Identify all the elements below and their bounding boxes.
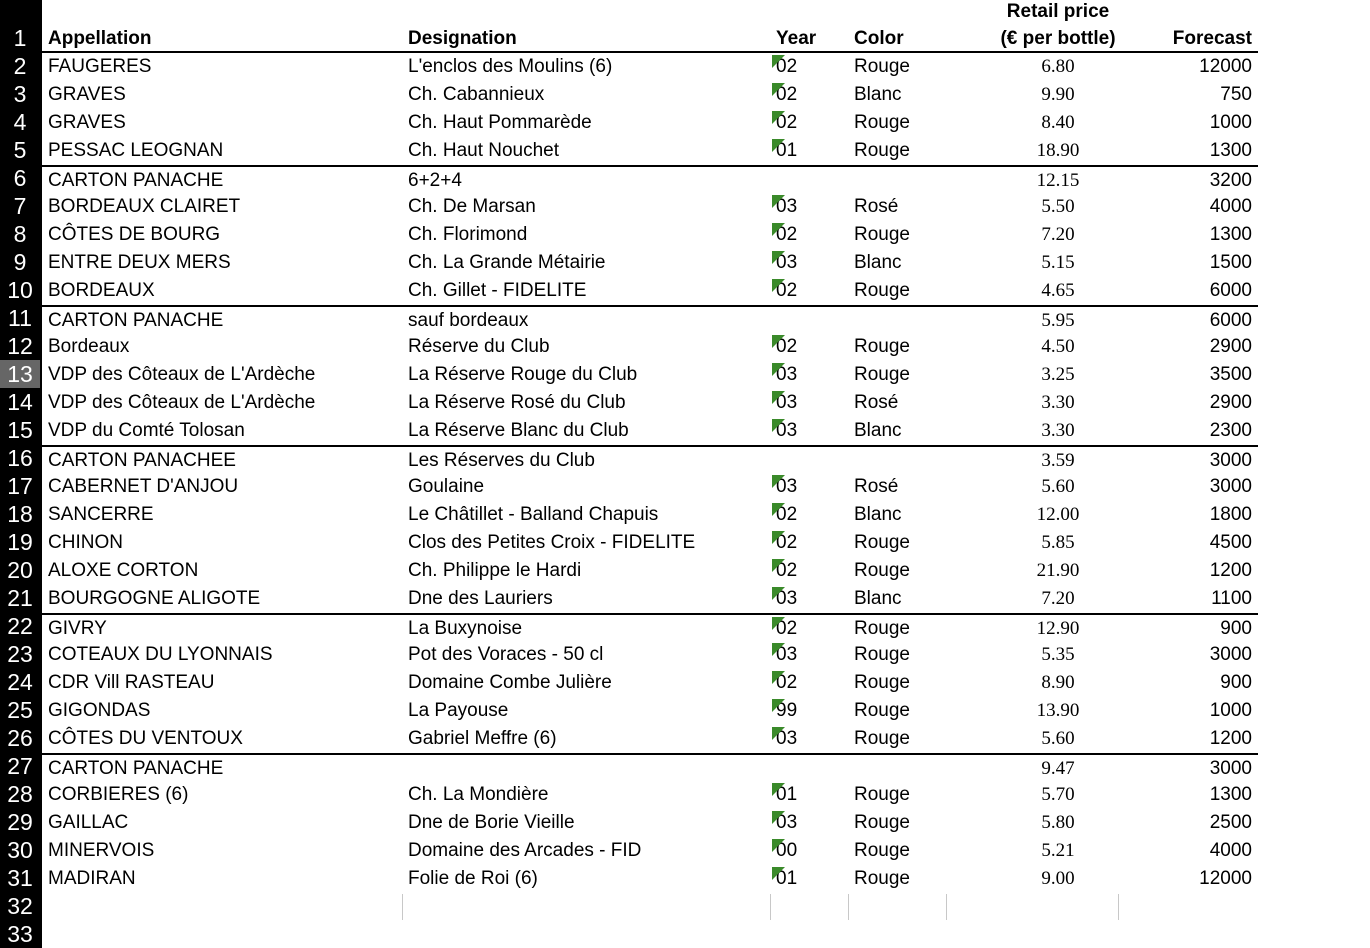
year-cell[interactable]: 03 [776,644,798,665]
forecast-cell[interactable]: 3000 [1209,758,1252,779]
table-row [42,445,1258,473]
forecast-cell[interactable]: 12000 [1199,56,1252,77]
appellation-cell[interactable]: VDP des Côteaux de L'Ardèche [48,392,316,413]
table-row [42,697,1258,725]
appellation-cell[interactable]: MADIRAN [48,868,136,889]
appellation-cell[interactable]: PESSAC LEOGNAN [48,140,224,161]
designation-cell[interactable]: Ch. Florimond [408,224,528,245]
designation-cell[interactable]: Les Réserves du Club [408,450,595,471]
appellation-cell[interactable]: BORDEAUX CLAIRET [48,196,241,217]
year-cell[interactable]: 03 [776,420,798,441]
color-cell[interactable]: Blanc [854,504,902,525]
row-number[interactable]: 30 [7,837,33,863]
color-cell[interactable]: Rouge [854,560,910,581]
row-number[interactable]: 24 [7,669,33,695]
row-number[interactable]: 29 [7,809,33,835]
designation-cell[interactable]: Ch. La Grande Métairie [408,252,606,273]
forecast-cell[interactable]: 3000 [1209,450,1252,471]
row-number[interactable]: 14 [7,389,33,415]
designation-cell[interactable]: La Réserve Rouge du Club [408,364,638,385]
designation-cell[interactable]: Clos des Petites Croix - FIDELITE [408,532,696,553]
table-row [42,557,1258,585]
header-row [42,25,1258,53]
appellation-cell[interactable]: CORBIERES (6) [48,784,189,805]
forecast-cell[interactable]: 4000 [1209,840,1252,861]
designation-cell[interactable]: Ch. Haut Pommarède [408,112,592,133]
year-cell[interactable]: 02 [776,532,798,553]
color-cell[interactable]: Blanc [854,420,902,441]
color-cell[interactable]: Rouge [854,812,910,833]
table-row [42,725,1258,753]
table-row [42,669,1258,697]
table-row [42,277,1258,305]
row-header-column [0,0,42,948]
color-cell[interactable]: Rosé [854,476,899,497]
row-number[interactable]: 15 [7,417,33,443]
error-indicator-icon[interactable] [772,251,785,264]
row-number[interactable]: 6 [13,165,27,191]
error-indicator-icon[interactable] [772,335,785,348]
table-row [42,613,1258,641]
color-cell[interactable]: Rouge [854,700,910,721]
designation-cell[interactable]: Domaine des Arcades - FID [408,840,642,861]
table-row [42,333,1258,361]
color-cell[interactable]: Blanc [854,84,902,105]
error-indicator-icon[interactable] [772,617,785,630]
forecast-cell[interactable]: 1000 [1209,700,1252,721]
designation-cell[interactable]: La Buxynoise [408,618,523,639]
appellation-cell[interactable]: CARTON PANACHE [48,170,224,191]
year-cell[interactable]: 01 [776,784,798,805]
error-indicator-icon[interactable] [772,195,785,208]
year-cell[interactable]: 03 [776,728,798,749]
color-cell[interactable]: Rosé [854,392,899,413]
table-row [42,809,1258,837]
row-number[interactable]: 18 [7,501,33,527]
designation-cell[interactable]: sauf bordeaux [408,310,529,331]
price-cell[interactable]: 5.60 [1041,476,1075,497]
price-cell[interactable]: 5.15 [1041,252,1075,273]
appellation-cell[interactable]: CÔTES DU VENTOUX [48,728,243,749]
price-cell[interactable]: 12.15 [1036,170,1080,191]
error-indicator-icon[interactable] [772,503,785,516]
error-indicator-icon[interactable] [772,531,785,544]
appellation-cell[interactable]: ENTRE DEUX MERS [48,252,231,273]
price-cell[interactable]: 3.30 [1041,420,1075,441]
row-number[interactable]: 25 [7,697,33,723]
error-indicator-icon[interactable] [772,811,785,824]
row-number[interactable]: 19 [7,529,33,555]
table-row [42,473,1258,501]
appellation-cell[interactable]: CHINON [48,532,123,553]
price-cell[interactable]: 21.90 [1036,560,1080,581]
error-indicator-icon[interactable] [772,139,785,152]
table-row [42,81,1258,109]
year-cell[interactable]: 02 [776,112,798,133]
error-indicator-icon[interactable] [772,643,785,656]
year-cell[interactable]: 02 [776,84,798,105]
year-cell[interactable]: 03 [776,252,798,273]
price-cell[interactable]: 5.60 [1041,728,1075,749]
forecast-cell[interactable]: 1000 [1209,112,1252,133]
designation-cell[interactable]: Ch. Gillet - FIDELITE [408,280,587,301]
error-indicator-icon[interactable] [772,391,785,404]
price-cell[interactable]: 5.80 [1041,812,1075,833]
year-cell[interactable]: 03 [776,196,798,217]
price-cell[interactable]: 18.90 [1036,140,1080,161]
table-row [42,641,1258,669]
error-indicator-icon[interactable] [772,839,785,852]
price-cell[interactable]: 9.90 [1041,84,1075,105]
year-cell[interactable]: 02 [776,560,798,581]
appellation-cell[interactable]: Bordeaux [48,336,130,357]
gridline [946,894,947,920]
spreadsheet-grid [42,0,1370,948]
price-cell[interactable]: 6.80 [1041,56,1075,77]
designation-cell[interactable]: Ch. De Marsan [408,196,536,217]
forecast-cell[interactable]: 6000 [1209,280,1252,301]
designation-cell[interactable]: Ch. Cabannieux [408,84,545,105]
designation-cell[interactable]: L'enclos des Moulins (6) [408,56,613,77]
designation-cell[interactable]: Dne de Borie Vieille [408,812,575,833]
year-cell[interactable]: 99 [776,700,798,721]
error-indicator-icon[interactable] [772,475,785,488]
forecast-cell[interactable]: 1100 [1211,588,1252,609]
error-indicator-icon[interactable] [772,419,785,432]
designation-cell[interactable]: Folie de Roi (6) [408,868,538,889]
color-cell[interactable]: Rouge [854,672,910,693]
table-row [42,529,1258,557]
price-cell[interactable]: 7.20 [1041,588,1075,609]
designation-cell[interactable]: Domaine Combe Julière [408,672,612,693]
forecast-cell[interactable]: 3000 [1209,476,1252,497]
table-row [42,221,1258,249]
designation-cell[interactable]: Ch. Haut Nouchet [408,140,560,161]
appellation-cell[interactable]: BOURGOGNE ALIGOTE [48,588,261,609]
color-cell[interactable]: Rouge [854,840,910,861]
table-row [42,837,1258,865]
year-cell[interactable]: 02 [776,224,798,245]
designation-cell[interactable]: La Réserve Blanc du Club [408,420,629,441]
table-row [42,305,1258,333]
year-cell[interactable]: 03 [776,812,798,833]
error-indicator-icon[interactable] [772,55,785,68]
color-cell[interactable]: Rouge [854,618,910,639]
year-cell[interactable]: 01 [776,140,798,161]
row-number[interactable]: 27 [7,753,33,779]
row-number[interactable]: 17 [7,473,33,499]
table-row [42,865,1258,893]
color-cell[interactable]: Rouge [854,868,910,889]
gridline [402,894,403,920]
forecast-cell[interactable]: 900 [1220,672,1252,693]
forecast-cell[interactable]: 1200 [1209,560,1252,581]
price-cell[interactable]: 3.25 [1041,364,1075,385]
price-cell[interactable]: 5.95 [1041,310,1075,331]
forecast-cell[interactable]: 2500 [1209,812,1252,833]
price-cell[interactable]: 12.00 [1036,504,1080,525]
color-cell[interactable]: Rouge [854,728,910,749]
color-cell[interactable]: Rouge [854,532,910,553]
row-number[interactable]: 22 [7,613,33,639]
price-cell[interactable]: 9.00 [1041,868,1075,889]
row-number[interactable]: 21 [7,585,33,611]
row-number[interactable]: 5 [13,137,27,163]
appellation-cell[interactable]: ALOXE CORTON [48,560,199,581]
year-cell[interactable]: 03 [776,392,798,413]
gridline [848,894,849,920]
table-row [42,417,1258,445]
row-number[interactable]: 8 [13,221,27,247]
designation-cell[interactable]: Goulaine [408,476,485,497]
designation-cell[interactable]: Pot des Voraces - 50 cl [408,644,604,665]
price-cell[interactable]: 5.85 [1041,532,1075,553]
gridline [770,894,771,920]
appellation-cell[interactable]: CDR Vill RASTEAU [48,672,215,693]
row-number[interactable]: 20 [7,557,33,583]
forecast-cell[interactable]: 3200 [1209,170,1252,191]
gridline [1118,894,1119,920]
color-cell[interactable]: Rouge [854,140,910,161]
price-cell[interactable]: 8.40 [1041,112,1075,133]
year-cell[interactable]: 02 [776,672,798,693]
row-number[interactable]: 31 [7,865,33,891]
forecast-cell[interactable]: 12000 [1199,868,1252,889]
year-cell[interactable]: 02 [776,56,798,77]
designation-cell[interactable]: Ch. Philippe le Hardi [408,560,582,581]
appellation-cell[interactable]: VDP du Comté Tolosan [48,420,245,441]
row-number[interactable]: 33 [7,921,33,947]
price-cell[interactable]: 3.30 [1041,392,1075,413]
color-cell[interactable]: Rouge [854,280,910,301]
table-row [42,137,1258,165]
appellation-cell[interactable]: GAILLAC [48,812,129,833]
year-cell[interactable]: 00 [776,840,798,861]
price-cell[interactable]: 4.50 [1041,336,1075,357]
color-cell[interactable]: Blanc [854,588,902,609]
forecast-cell[interactable]: 1300 [1209,140,1252,161]
designation-cell[interactable]: La Payouse [408,700,509,721]
forecast-cell[interactable]: 4500 [1209,532,1252,553]
year-cell[interactable]: 01 [776,868,798,889]
price-cell[interactable]: 12.90 [1036,618,1080,639]
appellation-cell[interactable]: FAUGERES [48,56,152,77]
color-cell[interactable]: Rouge [854,224,910,245]
table-row [42,501,1258,529]
price-cell[interactable]: 8.90 [1041,672,1075,693]
color-cell[interactable]: Blanc [854,252,902,273]
color-cell[interactable]: Rouge [854,112,910,133]
forecast-cell[interactable]: 1500 [1209,252,1252,273]
error-indicator-icon[interactable] [772,279,785,292]
forecast-cell[interactable]: 3000 [1209,644,1252,665]
price-cell[interactable]: 9.47 [1041,758,1075,779]
row-number[interactable]: 23 [7,641,33,667]
row-number[interactable]: 2 [13,53,27,79]
appellation-cell[interactable]: CÔTES DE BOURG [48,224,221,245]
appellation-cell[interactable]: CABERNET D'ANJOU [48,476,239,497]
color-cell[interactable]: Rouge [854,336,910,357]
price-cell[interactable]: 4.65 [1041,280,1075,301]
year-cell[interactable]: 03 [776,588,798,609]
table-row [42,109,1258,137]
appellation-cell[interactable]: COTEAUX DU LYONNAIS [48,644,273,665]
header-color[interactable]: Color [854,28,904,49]
error-indicator-icon[interactable] [772,223,785,236]
year-cell[interactable]: 02 [776,504,798,525]
price-cell[interactable]: 3.59 [1041,450,1075,471]
color-cell[interactable]: Rouge [854,364,910,385]
forecast-cell[interactable]: 6000 [1209,310,1252,331]
table-row [42,53,1258,81]
table-row [42,753,1258,781]
row-number[interactable]: 7 [13,193,27,219]
designation-cell[interactable]: Le Châtillet - Balland Chapuis [408,504,659,525]
appellation-cell[interactable]: GRAVES [48,112,126,133]
forecast-cell[interactable]: 1300 [1209,784,1252,805]
header-appellation[interactable]: Appellation [48,28,152,49]
header-price-line1[interactable]: Retail price [1006,1,1110,22]
price-cell[interactable]: 5.21 [1041,840,1075,861]
row-number[interactable]: 12 [7,333,33,359]
forecast-cell[interactable]: 1800 [1209,504,1252,525]
appellation-cell[interactable]: GIGONDAS [48,700,151,721]
row-number[interactable]: 4 [13,109,27,135]
row-number[interactable]: 16 [7,445,33,471]
error-indicator-icon[interactable] [772,671,785,684]
year-cell[interactable]: 02 [776,336,798,357]
table-row [42,193,1258,221]
error-indicator-icon[interactable] [772,363,785,376]
table-row [42,165,1258,193]
table-row [42,585,1258,613]
header-price-line2[interactable]: (€ per bottle) [1000,28,1116,49]
appellation-cell[interactable]: SANCERRE [48,504,154,525]
price-cell[interactable]: 5.50 [1041,196,1075,217]
designation-cell[interactable]: 6+2+4 [408,170,462,191]
designation-cell[interactable]: Réserve du Club [408,336,550,357]
error-indicator-icon[interactable] [772,727,785,740]
designation-cell[interactable]: La Réserve Rosé du Club [408,392,626,413]
appellation-cell[interactable]: BORDEAUX [48,280,155,301]
error-indicator-icon[interactable] [772,83,785,96]
header-year[interactable]: Year [776,28,817,49]
appellation-cell[interactable]: MINERVOIS [48,840,155,861]
row-number[interactable]: 11 [8,305,32,331]
designation-cell[interactable]: Gabriel Meffre (6) [408,728,557,749]
color-cell[interactable]: Rosé [854,196,899,217]
error-indicator-icon[interactable] [772,111,785,124]
appellation-cell[interactable]: CARTON PANACHEE [48,450,236,471]
year-cell[interactable]: 03 [776,476,798,497]
error-indicator-icon[interactable] [772,783,785,796]
row-number[interactable]: 10 [7,277,33,303]
appellation-cell[interactable]: GIVRY [48,618,107,639]
header-forecast[interactable]: Forecast [1172,28,1252,49]
forecast-cell[interactable]: 3500 [1209,364,1252,385]
color-cell[interactable]: Rouge [854,784,910,805]
price-cell[interactable]: 5.35 [1041,644,1075,665]
error-indicator-icon[interactable] [772,699,785,712]
header-designation[interactable]: Designation [408,28,517,49]
year-cell[interactable]: 02 [776,280,798,301]
error-indicator-icon[interactable] [772,867,785,880]
forecast-cell[interactable]: 900 [1220,618,1252,639]
forecast-cell[interactable]: 1300 [1209,224,1252,245]
table-row [42,781,1258,809]
forecast-cell[interactable]: 4000 [1209,196,1252,217]
row-number[interactable]: 13 [0,360,40,388]
price-cell[interactable]: 5.70 [1041,784,1075,805]
row-number[interactable]: 9 [13,249,27,275]
appellation-cell[interactable]: VDP des Côteaux de L'Ardèche [48,364,316,385]
row-number[interactable]: 3 [13,81,27,107]
error-indicator-icon[interactable] [772,559,785,572]
designation-cell[interactable]: Dne des Lauriers [408,588,553,609]
designation-cell[interactable]: Ch. La Mondière [408,784,549,805]
year-cell[interactable]: 03 [776,364,798,385]
table-row [42,361,1258,389]
row-number[interactable]: 32 [7,893,33,919]
forecast-cell[interactable]: 750 [1220,84,1252,105]
color-cell[interactable]: Rouge [854,56,910,77]
forecast-cell[interactable]: 1200 [1209,728,1252,749]
year-cell[interactable]: 02 [776,618,798,639]
appellation-cell[interactable]: GRAVES [48,84,126,105]
row-number[interactable]: 1 [13,25,27,51]
price-cell[interactable]: 7.20 [1041,224,1075,245]
row-number[interactable]: 26 [7,725,33,751]
row-number[interactable]: 28 [7,781,33,807]
forecast-cell[interactable]: 2900 [1209,392,1252,413]
table-row [42,249,1258,277]
table-row [42,389,1258,417]
forecast-cell[interactable]: 2300 [1209,420,1252,441]
forecast-cell[interactable]: 2900 [1209,336,1252,357]
price-cell[interactable]: 13.90 [1036,700,1080,721]
appellation-cell[interactable]: CARTON PANACHE [48,758,224,779]
appellation-cell[interactable]: CARTON PANACHE [48,310,224,331]
error-indicator-icon[interactable] [772,587,785,600]
color-cell[interactable]: Rouge [854,644,910,665]
